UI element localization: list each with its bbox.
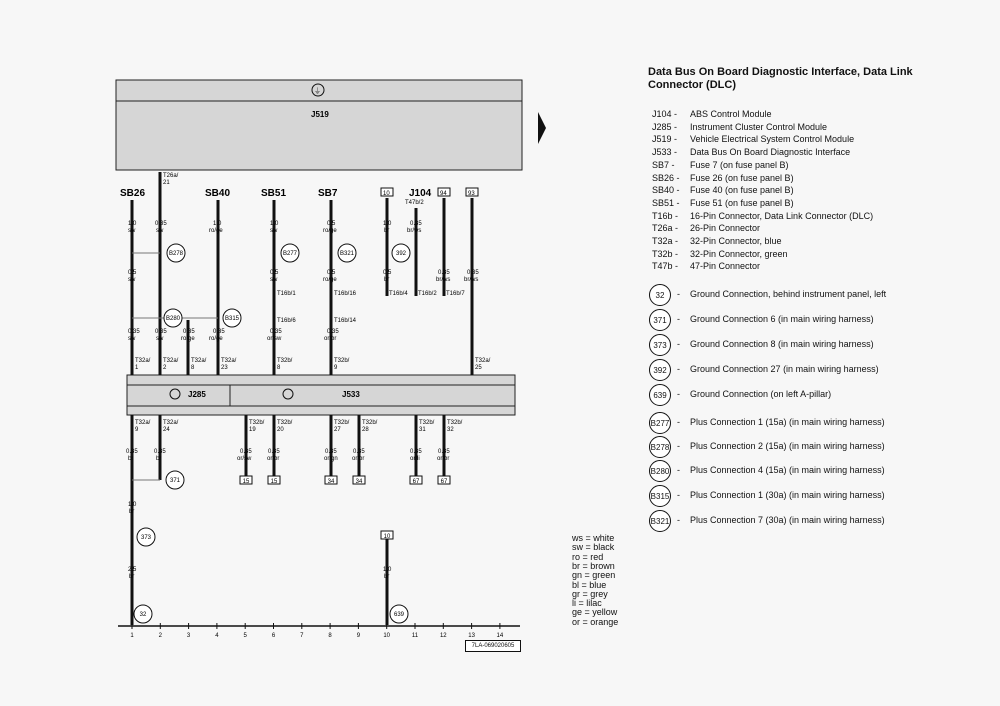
svg-text:T32a/: T32a/ bbox=[163, 420, 179, 426]
svg-text:br/ws: br/ws bbox=[464, 277, 479, 283]
svg-text:0.35: 0.35 bbox=[438, 449, 450, 455]
wire-color-entry: sw = black bbox=[572, 542, 615, 553]
svg-text:0.35: 0.35 bbox=[213, 329, 225, 335]
legend-code: T26a - bbox=[652, 223, 679, 234]
svg-text:24: 24 bbox=[163, 427, 170, 433]
svg-text:T32b/: T32b/ bbox=[419, 420, 435, 426]
connection-description: Ground Connection 27 (in main wiring harness) bbox=[690, 364, 879, 374]
track-number: 5 bbox=[243, 633, 247, 639]
svg-text:67: 67 bbox=[412, 479, 420, 485]
svg-text:1.0: 1.0 bbox=[128, 502, 137, 508]
legend-code: J519 - bbox=[652, 134, 678, 145]
svg-text:br: br bbox=[156, 456, 162, 462]
svg-text:br: br bbox=[129, 574, 135, 580]
top-box-94: 94 bbox=[440, 191, 447, 197]
svg-text:0.35: 0.35 bbox=[155, 221, 167, 227]
module-bus-box bbox=[127, 375, 515, 415]
svg-text:0.35: 0.35 bbox=[183, 329, 195, 335]
connection-dash: - bbox=[677, 465, 680, 475]
splice-b321: B321 bbox=[339, 251, 355, 257]
svg-text:15: 15 bbox=[242, 479, 250, 485]
svg-text:or/br: or/br bbox=[324, 336, 337, 342]
fuse-sb51: SB51 bbox=[261, 188, 287, 199]
svg-text:0.35: 0.35 bbox=[438, 270, 450, 276]
svg-text:19: 19 bbox=[249, 427, 256, 433]
svg-text:or/li: or/li bbox=[410, 456, 420, 462]
svg-text:T32b/: T32b/ bbox=[334, 420, 350, 426]
svg-text:0.35: 0.35 bbox=[467, 270, 479, 276]
connection-description: Plus Connection 1 (15a) (in main wiring harness) bbox=[690, 417, 885, 427]
svg-text:or/br: or/br bbox=[437, 456, 450, 462]
splice-639: 639 bbox=[393, 612, 405, 618]
track-number: 14 bbox=[496, 633, 504, 639]
fuse-sb40: SB40 bbox=[205, 188, 231, 199]
wire-color-entry: br = brown bbox=[572, 560, 615, 571]
legend-code: SB7 - bbox=[652, 159, 675, 170]
svg-text:2.5: 2.5 bbox=[128, 567, 137, 573]
legend-description: Fuse 51 (on fuse panel B) bbox=[690, 197, 794, 208]
wire-color-entry: gn = green bbox=[572, 570, 616, 581]
svg-text:T32a/: T32a/ bbox=[475, 358, 491, 364]
legend-code: J104 - bbox=[652, 109, 678, 119]
svg-text:sw: sw bbox=[270, 228, 278, 234]
svg-text:or/br: or/br bbox=[352, 456, 365, 462]
svg-text:0.35: 0.35 bbox=[410, 221, 422, 227]
wire-color-entry: li = lilac bbox=[572, 598, 602, 609]
connection-symbol: B278 bbox=[649, 436, 671, 458]
svg-text:T16b/7: T16b/7 bbox=[446, 291, 465, 297]
svg-text:T32a/: T32a/ bbox=[135, 358, 151, 364]
svg-text:15: 15 bbox=[270, 479, 278, 485]
svg-text:ro/ge: ro/ge bbox=[181, 336, 195, 342]
track-number: 8 bbox=[328, 633, 332, 639]
svg-text:23: 23 bbox=[221, 365, 228, 371]
svg-text:T16b/6: T16b/6 bbox=[277, 318, 296, 324]
connection-symbol: 32 bbox=[649, 284, 671, 306]
legend-code: T32b - bbox=[652, 248, 679, 259]
legend-description: Data Bus On Board Diagnostic Interface bbox=[690, 147, 851, 158]
legend-code: T32a - bbox=[652, 236, 679, 246]
splice-b277: B277 bbox=[282, 251, 298, 257]
connection-dash: - bbox=[677, 389, 680, 399]
svg-text:br: br bbox=[384, 574, 390, 580]
track-number: 11 bbox=[411, 633, 419, 639]
svg-text:T32a/: T32a/ bbox=[191, 358, 207, 364]
connection-description: Plus Connection 1 (30a) (in main wiring harness) bbox=[690, 490, 885, 500]
svg-text:0.35: 0.35 bbox=[155, 329, 167, 335]
svg-text:T16b/16: T16b/16 bbox=[334, 291, 357, 297]
module-j285-label: J285 bbox=[188, 390, 206, 399]
svg-text:1.0: 1.0 bbox=[383, 567, 392, 573]
legend-description: ABS Control Module bbox=[690, 109, 772, 119]
track-number: 9 bbox=[356, 633, 361, 639]
connection-dash: - bbox=[677, 417, 680, 427]
svg-text:ro/ge: ro/ge bbox=[323, 277, 337, 283]
svg-text:20: 20 bbox=[277, 427, 284, 433]
svg-text:9: 9 bbox=[135, 427, 139, 433]
legend-code: SB51 - bbox=[652, 197, 680, 208]
connection-dash: - bbox=[677, 364, 680, 374]
svg-text:9: 9 bbox=[334, 365, 338, 371]
connection-symbol: B277 bbox=[649, 412, 671, 434]
svg-text:0.35: 0.35 bbox=[240, 449, 252, 455]
legend-description: Fuse 40 (on fuse panel B) bbox=[690, 185, 794, 196]
svg-text:or/sw: or/sw bbox=[237, 456, 252, 462]
svg-text:10: 10 bbox=[383, 534, 391, 540]
connection-dash: - bbox=[677, 314, 680, 324]
svg-text:0.35: 0.35 bbox=[327, 329, 339, 335]
svg-text:sw: sw bbox=[128, 277, 136, 283]
connection-dash: - bbox=[677, 441, 680, 451]
track-number: 4 bbox=[215, 633, 219, 639]
track-number: 7 bbox=[300, 633, 304, 639]
connection-symbol: B280 bbox=[649, 460, 671, 482]
next-page-arrow bbox=[538, 112, 546, 144]
svg-text:ro/ge: ro/ge bbox=[209, 336, 223, 342]
svg-text:sw: sw bbox=[156, 336, 164, 342]
svg-text:28: 28 bbox=[362, 427, 369, 433]
legend-description: Instrument Cluster Control Module bbox=[690, 121, 828, 132]
splice-373: 373 bbox=[140, 535, 152, 541]
svg-text:0.5: 0.5 bbox=[128, 270, 137, 276]
svg-text:1: 1 bbox=[135, 365, 139, 371]
legend-code: T47b - bbox=[652, 261, 679, 272]
legend-code: J285 - bbox=[652, 121, 678, 132]
svg-text:1.0: 1.0 bbox=[128, 221, 137, 227]
legend-code: SB26 - bbox=[652, 172, 680, 183]
track-number: 3 bbox=[186, 633, 191, 639]
connection-dash: - bbox=[677, 289, 680, 299]
connection-description: Ground Connection (on left A-pillar) bbox=[690, 389, 832, 399]
svg-text:1.0: 1.0 bbox=[213, 221, 222, 227]
svg-text:T32a/: T32a/ bbox=[163, 358, 179, 364]
legend-description: Vehicle Electrical System Control Module bbox=[690, 134, 855, 145]
connection-symbol: 392 bbox=[649, 359, 671, 381]
svg-text:sw: sw bbox=[156, 228, 164, 234]
svg-text:27: 27 bbox=[334, 427, 341, 433]
legend-description: Fuse 26 (on fuse panel B) bbox=[690, 172, 794, 183]
connector-t47b: T47b/2 bbox=[405, 200, 424, 206]
wire-color-entry: ro = red bbox=[572, 551, 604, 562]
svg-text:34: 34 bbox=[355, 479, 363, 485]
svg-text:br: br bbox=[384, 228, 390, 234]
svg-text:0.35: 0.35 bbox=[126, 449, 138, 455]
svg-text:T32b/: T32b/ bbox=[447, 420, 463, 426]
splice-b280: B280 bbox=[165, 316, 181, 322]
connection-symbol: 371 bbox=[649, 309, 671, 331]
legend-description: 26-Pin Connector bbox=[690, 223, 761, 234]
legend-description: 32-Pin Connector, blue bbox=[690, 236, 782, 246]
module-j104-label: J104 bbox=[409, 188, 432, 199]
connection-symbol: B321 bbox=[649, 510, 671, 532]
track-number: 6 bbox=[271, 633, 276, 639]
svg-text:br: br bbox=[129, 509, 135, 515]
svg-text:34: 34 bbox=[327, 479, 335, 485]
svg-text:8: 8 bbox=[277, 365, 281, 371]
legend-description: 32-Pin Connector, green bbox=[690, 248, 788, 259]
svg-text:T16b/2: T16b/2 bbox=[418, 291, 437, 297]
svg-text:T32b/: T32b/ bbox=[362, 420, 378, 426]
svg-text:ro/ge: ro/ge bbox=[209, 228, 223, 234]
splice-392: 392 bbox=[395, 251, 407, 257]
svg-text:T32b/: T32b/ bbox=[249, 420, 265, 426]
legend-description: 47-Pin Connector bbox=[690, 261, 761, 272]
svg-text:sw: sw bbox=[128, 228, 136, 234]
connection-symbol: B315 bbox=[649, 485, 671, 507]
connection-description: Plus Connection 2 (15a) (in main wiring harness) bbox=[690, 441, 885, 451]
svg-text:0.35: 0.35 bbox=[353, 449, 365, 455]
track-number: 12 bbox=[439, 633, 447, 639]
connection-symbol: 639 bbox=[649, 384, 671, 406]
svg-text:ro/ge: ro/ge bbox=[323, 228, 337, 234]
wire-color-entry: ws = white bbox=[572, 533, 615, 543]
svg-text:or/br: or/br bbox=[267, 456, 280, 462]
svg-text:T16b/1: T16b/1 bbox=[277, 291, 296, 297]
svg-text:sw: sw bbox=[270, 277, 278, 283]
svg-text:T32b/: T32b/ bbox=[277, 358, 293, 364]
top-box-93: 93 bbox=[468, 191, 475, 197]
connection-dash: - bbox=[677, 515, 680, 525]
svg-text:br/ws: br/ws bbox=[436, 277, 451, 283]
track-number: 10 bbox=[383, 633, 391, 639]
connector-t26a: T26a/ bbox=[163, 173, 179, 179]
svg-text:T16b/4: T16b/4 bbox=[389, 291, 408, 297]
svg-text:T32a/: T32a/ bbox=[135, 420, 151, 426]
svg-text:0.35: 0.35 bbox=[410, 449, 422, 455]
svg-text:0.35: 0.35 bbox=[325, 449, 337, 455]
connection-description: Plus Connection 7 (30a) (in main wiring harness) bbox=[690, 515, 885, 525]
svg-text:67: 67 bbox=[440, 479, 448, 485]
connection-dash: - bbox=[677, 490, 680, 500]
svg-text:2: 2 bbox=[163, 365, 167, 371]
page-title: Data Bus On Board Diagnostic Interface, Data Link Connector (DLC) bbox=[648, 66, 913, 91]
fuse-sb26: SB26 bbox=[120, 188, 146, 199]
svg-text:br: br bbox=[384, 277, 390, 283]
legend-code: T16b - bbox=[652, 210, 679, 221]
connection-symbol: 373 bbox=[649, 334, 671, 356]
legend-code: J533 - bbox=[652, 147, 678, 158]
svg-text:0.35: 0.35 bbox=[270, 329, 282, 335]
svg-text:21: 21 bbox=[163, 180, 170, 186]
svg-text:32: 32 bbox=[447, 427, 454, 433]
svg-text:1.0: 1.0 bbox=[383, 221, 392, 227]
legend-description: 16-Pin Connector, Data Link Connector (DLC) bbox=[690, 210, 874, 221]
svg-text:or/sw: or/sw bbox=[267, 336, 282, 342]
svg-text:0.5: 0.5 bbox=[327, 221, 336, 227]
connection-description: Ground Connection, behind instrument panel, left bbox=[690, 289, 887, 299]
svg-text:8: 8 bbox=[191, 365, 195, 371]
svg-text:T32a/: T32a/ bbox=[221, 358, 237, 364]
module-j533-label: J533 bbox=[342, 390, 360, 399]
svg-text:or/gn: or/gn bbox=[324, 456, 338, 462]
legend-description: Fuse 7 (on fuse panel B) bbox=[690, 159, 789, 170]
top-box-10: 10 bbox=[383, 191, 390, 197]
svg-text:1.0: 1.0 bbox=[270, 221, 279, 227]
connection-description: Plus Connection 4 (15a) (in main wiring harness) bbox=[690, 465, 885, 475]
svg-text:31: 31 bbox=[419, 427, 426, 433]
wire-color-entry: gr = grey bbox=[572, 588, 608, 599]
svg-text:T32b/: T32b/ bbox=[334, 358, 350, 364]
wire-color-entry: bl = blue bbox=[572, 579, 607, 590]
svg-text:⏚: ⏚ bbox=[314, 88, 321, 95]
track-number: 1 bbox=[130, 633, 134, 639]
connection-description: Ground Connection 8 (in main wiring harness) bbox=[690, 339, 874, 349]
track-number: 2 bbox=[158, 633, 162, 639]
svg-text:25: 25 bbox=[475, 365, 482, 371]
connection-dash: - bbox=[677, 339, 680, 349]
wire-color-entry: or = orange bbox=[572, 616, 619, 627]
wire-color-entry: ge = yellow bbox=[572, 607, 618, 618]
connection-description: Ground Connection 6 (in main wiring harness) bbox=[690, 314, 874, 324]
svg-text:0.5: 0.5 bbox=[270, 270, 279, 276]
splice-371: 371 bbox=[169, 478, 181, 484]
splice-b278: B278 bbox=[168, 251, 184, 257]
svg-text:0.35: 0.35 bbox=[128, 329, 140, 335]
svg-text:T32b/: T32b/ bbox=[277, 420, 293, 426]
svg-text:T16b/14: T16b/14 bbox=[334, 318, 357, 324]
track-number: 13 bbox=[468, 633, 475, 639]
svg-text:0.5: 0.5 bbox=[383, 270, 392, 276]
svg-text:0.5: 0.5 bbox=[327, 270, 336, 276]
svg-text:0.35: 0.35 bbox=[154, 449, 166, 455]
reference-number: 7LA-069020605 bbox=[465, 640, 521, 652]
splice-32: 32 bbox=[139, 612, 147, 618]
module-j519-label: J519 bbox=[311, 110, 329, 119]
legend-code: SB40 - bbox=[652, 185, 680, 196]
svg-text:br: br bbox=[128, 456, 134, 462]
fuse-sb7: SB7 bbox=[318, 188, 338, 199]
splice-b315: B315 bbox=[224, 316, 240, 322]
svg-text:0.35: 0.35 bbox=[268, 449, 280, 455]
svg-text:br/ws: br/ws bbox=[407, 228, 422, 234]
svg-text:sw: sw bbox=[128, 336, 136, 342]
